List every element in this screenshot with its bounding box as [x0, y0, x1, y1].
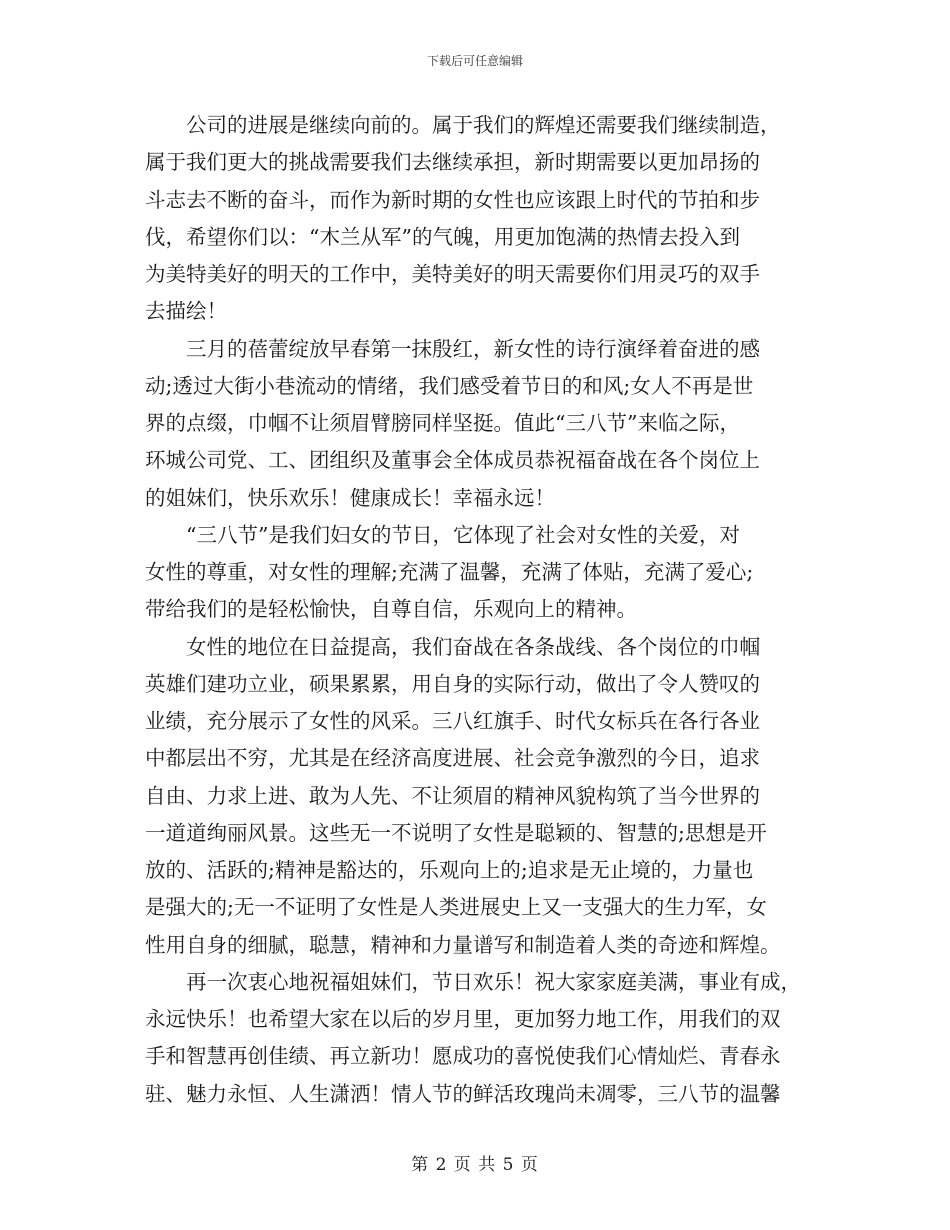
page-number: 第 2 页 共 5 页	[411, 1155, 539, 1175]
text-line: 为美特美好的明天的工作中，美特美好的明天需要你们用灵巧的双手	[145, 262, 760, 286]
paragraph-first-line: 女性的地位在日益提高，我们奋战在各条战线、各个岗位的巾帼	[186, 634, 760, 659]
text-line: 环城公司党、工、团组织及董事会全体成员恭祝福奋战在各个岗位上	[145, 448, 760, 473]
text-line: 带给我们的是轻松愉快，自尊自信，乐观向上的精神。	[145, 597, 637, 622]
text-line: 去描绘！	[145, 299, 227, 324]
paragraph-first-line: 公司的进展是继续向前的。属于我们的辉煌还需要我们继续制造，	[186, 113, 781, 137]
text-line: 性用自身的细腻，聪慧，精神和力量谱写和制造着人类的奇迹和辉煌。	[145, 932, 781, 957]
text-line: 一道道绚丽风景。这些无一不说明了女性是聪颖的、智慧的;思想是开	[145, 820, 767, 845]
text-line: 女性的尊重，对女性的理解;充满了温馨，充满了体贴，充满了爱心;	[145, 560, 754, 584]
text-line: 业绩，充分展示了女性的风采。三八红旗手、时代女标兵在各行各业	[145, 709, 760, 733]
text-line: 伐，希望你们以：“木兰从军”的气魄，用更加饱满的热情去投入到	[145, 224, 740, 249]
text-line: 英雄们建功立业，硕果累累，用自身的实际行动，做出了令人赞叹的	[145, 671, 760, 696]
paragraph-first-line: “三八节”是我们妇女的节日，它体现了社会对女性的关爱，对	[186, 522, 740, 547]
text-line: 驻、魅力永恒、人生潇洒！情人节的鲜活玫瑰尚未凋零，三八节的温馨	[145, 1081, 781, 1106]
text-line: 属于我们更大的挑战需要我们去继续承担，新时期需要以更加昂扬的	[145, 150, 760, 175]
text-line: 永远快乐！也希望大家在以后的岁月里，更加努力地工作，用我们的双	[145, 1007, 781, 1031]
text-line: 放的、活跃的;精神是豁达的，乐观向上的;追求是无止境的，力量也	[145, 858, 754, 882]
document-body	[145, 107, 815, 1113]
text-line: 的姐妹们，快乐欢乐！健康成长！幸福永远！	[145, 485, 555, 510]
text-line: 自由、力求上进、敢为人先、不让须眉的精神风貌构筑了当今世界的	[145, 783, 760, 808]
text-line: 手和智慧再创佳绩、再立新功！愿成功的喜悦使我们心情灿烂、青春永	[145, 1044, 781, 1069]
text-line: 是强大的;无一不证明了女性是人类进展史上又一支强大的生力军，女	[145, 895, 767, 920]
text-line: 动;透过大街小巷流动的情绪，我们感受着节日的和风;女人不再是世	[145, 373, 754, 398]
paragraph-first-line: 三月的蓓蕾绽放早春第一抹殷红，新女性的诗行演绎着奋进的感	[186, 336, 760, 361]
text-line: 斗志去不断的奋斗，而作为新时期的女性也应该跟上时代的节拍和步	[145, 187, 760, 212]
text-line: 界的点缀，巾帼不让须眉臂膀同样坚挺。值此“三八节”来临之际，	[145, 411, 740, 435]
page-header: 下载后可任意编辑	[426, 54, 523, 68]
paragraph-first-line: 再一次衷心地祝福姐妹们，节日欢乐！祝大家家庭美满，事业有成，	[186, 969, 801, 994]
text-line: 中都层出不穷，尤其是在经济高度进展、社会竞争激烈的今日，追求	[145, 746, 760, 771]
